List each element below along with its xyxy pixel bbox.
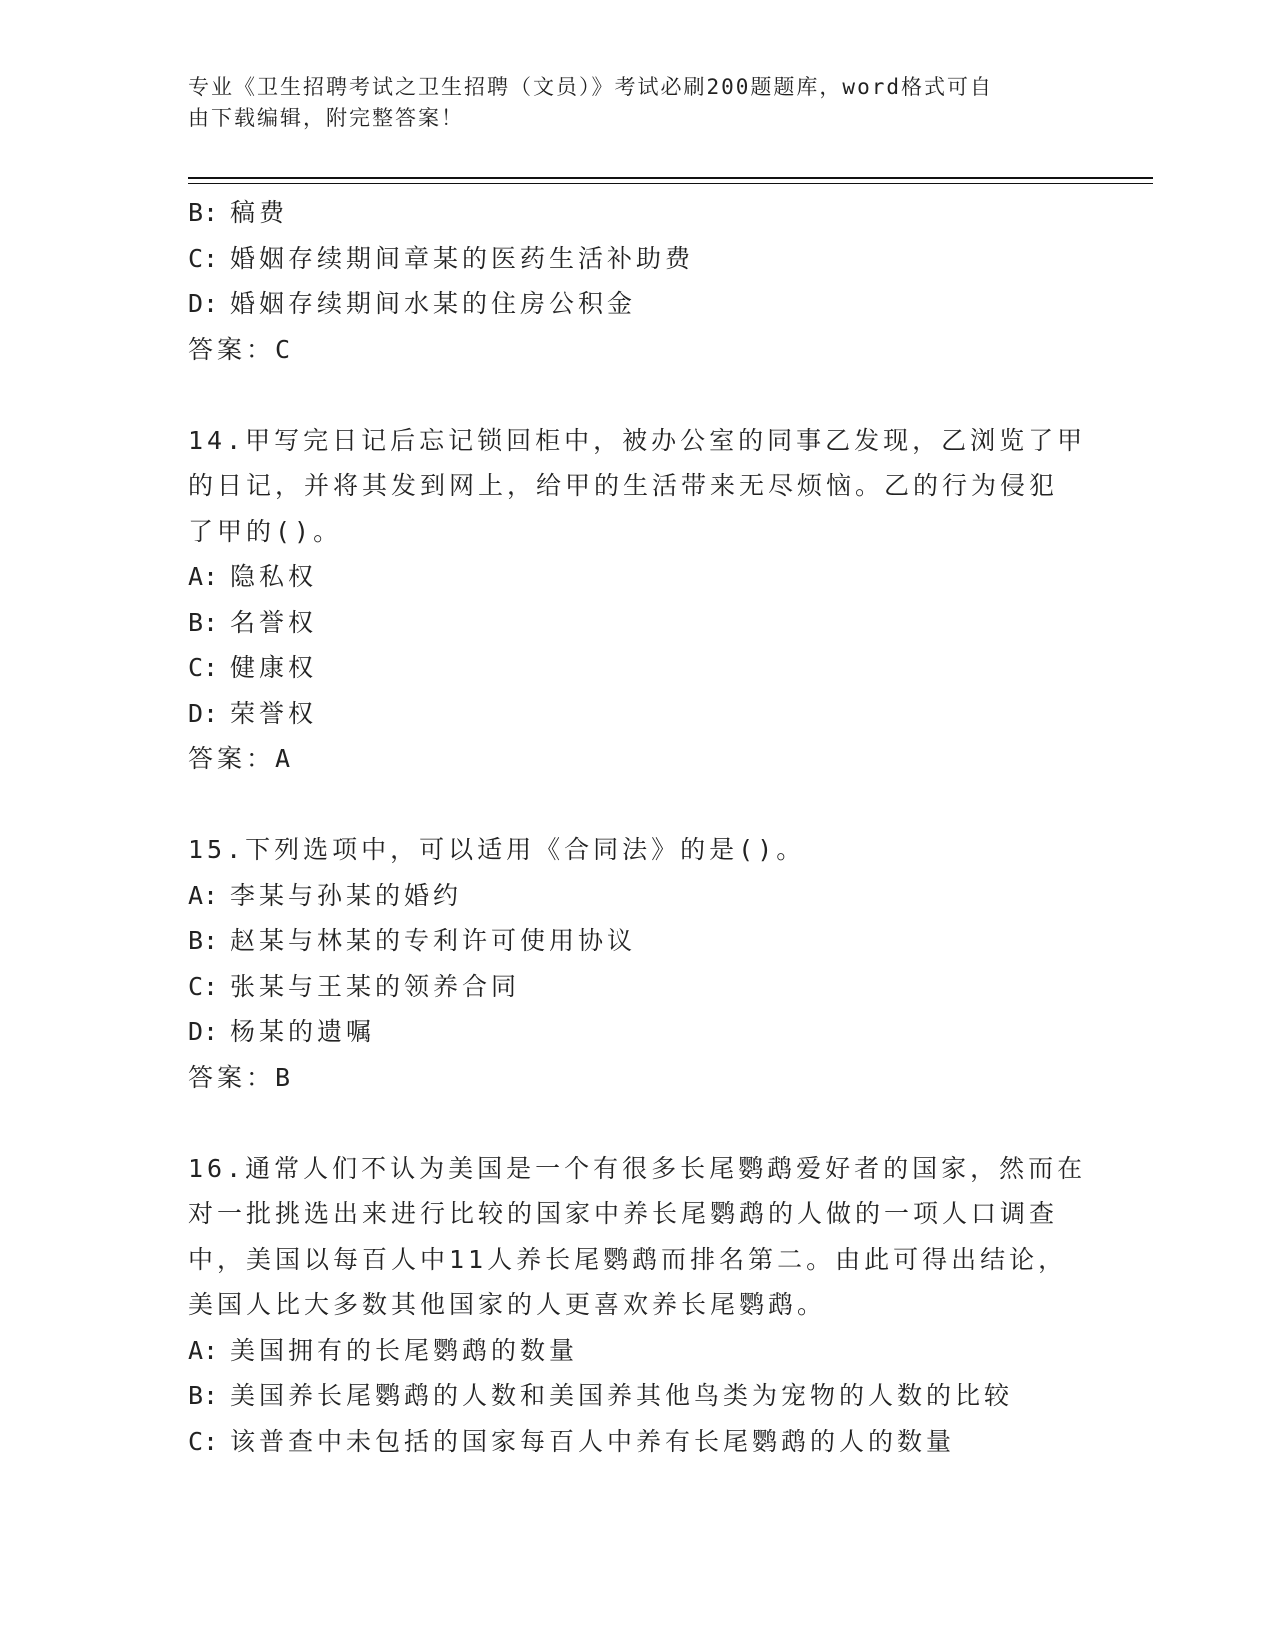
question-content	[188, 190, 1088, 1464]
option-a: A: 美国拥有的长尾鹦鹉的数量	[188, 1335, 579, 1365]
question-15	[188, 827, 1088, 1100]
option-c: C: 婚姻存续期间章某的医药生活补助费	[188, 243, 695, 273]
spacer	[188, 1100, 1088, 1146]
stem-line: 16.通常人们不认为美国是一个有很多长尾鹦鹉爱好者的国家，然而在	[188, 1153, 1087, 1183]
stem-line: 15.下列选项中，可以适用《合同法》的是()。	[188, 835, 806, 864]
stem-line: 了甲的()。	[188, 516, 343, 546]
stem-line: 的日记，并将其发到网上，给甲的生活带来无尽烦恼。乙的行为侵犯	[188, 471, 1059, 500]
question-stem	[188, 827, 1088, 873]
question-14	[188, 418, 1088, 782]
answer-line: 答案：A	[188, 744, 295, 773]
answer-line: 答案：C	[188, 334, 295, 364]
stem-line: 对一批挑选出来进行比较的国家中养长尾鹦鹉的人做的一项人口调查	[188, 1199, 1059, 1228]
option-b: B: 稿费	[188, 198, 289, 227]
option-d: D: 杨某的遗嘱	[188, 1017, 376, 1046]
option-c: C: 该普查中未包括的国家每百人中养有长尾鹦鹉的人的数量	[188, 1426, 956, 1456]
answer-line: 答案：B	[188, 1062, 295, 1092]
document-header	[188, 72, 1088, 134]
question-stem	[188, 1146, 1088, 1328]
option-c: C: 张某与王某的领养合同	[188, 971, 521, 1001]
question-stem	[188, 418, 1088, 555]
question-16	[188, 1146, 1088, 1465]
option-b: B: 名誉权	[188, 607, 318, 637]
spacer	[188, 782, 1088, 828]
stem-line: 中，美国以每百人中11人养长尾鹦鹉而排名第二。由此可得出结论，	[188, 1244, 1068, 1274]
option-a: A: 隐私权	[188, 562, 318, 591]
stem-line: 14.甲写完日记后忘记锁回柜中，被办公室的同事乙发现，乙浏览了甲	[188, 425, 1087, 455]
header-divider-thin	[188, 183, 1153, 184]
option-d: D: 荣誉权	[188, 698, 318, 728]
option-c: C: 健康权	[188, 653, 318, 682]
option-a: A: 李某与孙某的婚约	[188, 880, 463, 910]
option-b: B: 美国养长尾鹦鹉的人数和美国养其他鸟类为宠物的人数的比较	[188, 1381, 1014, 1410]
header-line-1: 专业《卫生招聘考试之卫生招聘（文员）》考试必刷200题题库，word格式可自	[188, 75, 993, 99]
option-d: D: 婚姻存续期间水某的住房公积金	[188, 289, 637, 318]
stem-line: 美国人比大多数其他国家的人更喜欢养长尾鹦鹉。	[188, 1290, 827, 1319]
question-13	[188, 190, 1088, 372]
spacer	[188, 372, 1088, 418]
header-line-2: 由下载编辑，附完整答案！	[188, 106, 464, 130]
option-b: B: 赵某与林某的专利许可使用协议	[188, 926, 637, 955]
header-divider-thick	[188, 177, 1153, 179]
